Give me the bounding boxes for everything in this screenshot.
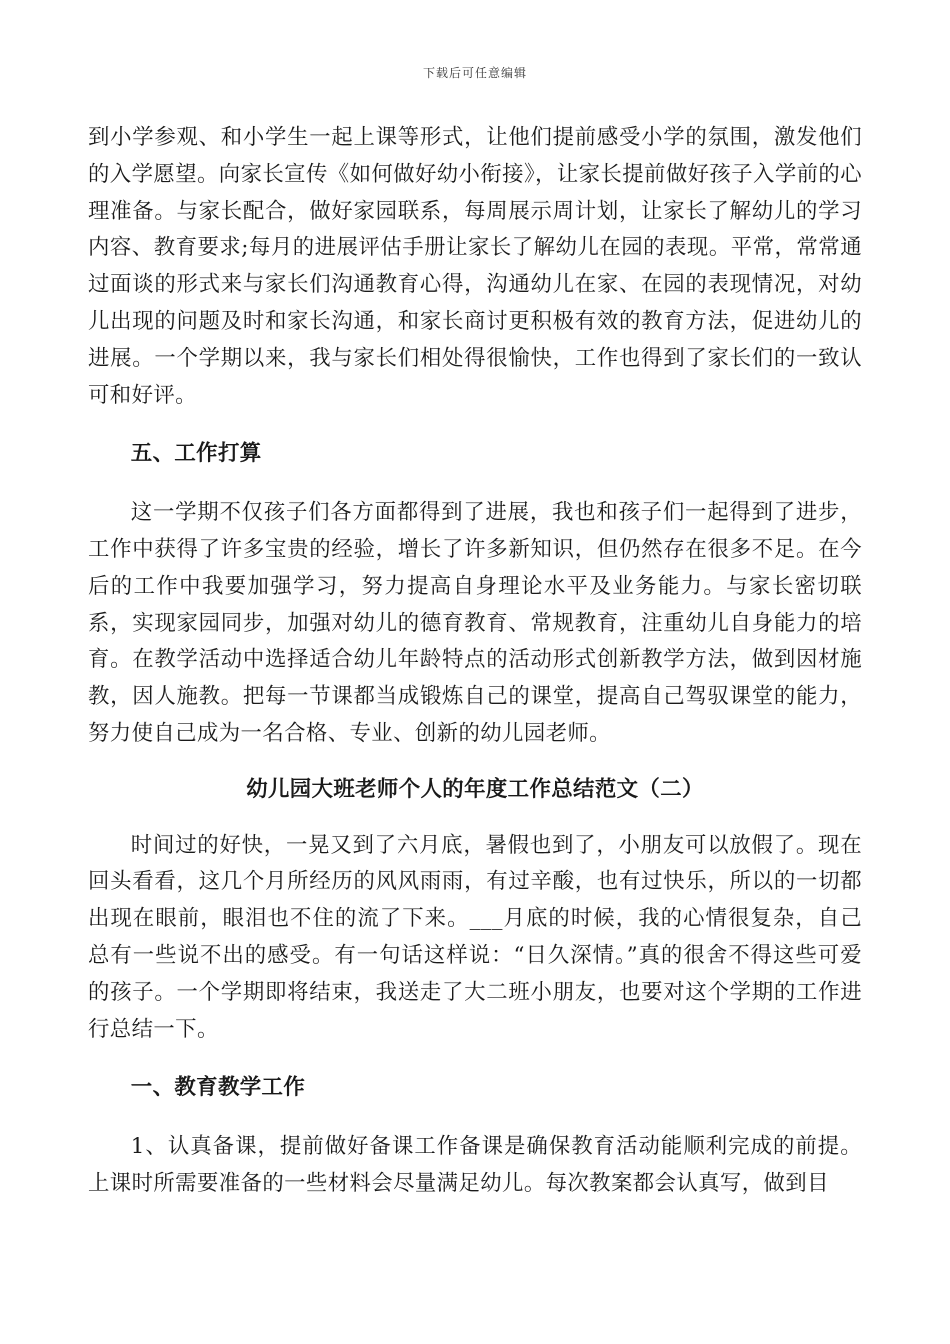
document-body [88,120,862,1203]
paragraph-work-plan: 这一学期不仅孩子们各方面都得到了进展，我也和孩子们一起得到了进步，工作中获得了许多宝贵的经验，增长了许多新知识，但仍然存在很多不足。在今后的工作中我要加强学习，努力提高自身理论水平及业务能力。与家长密切联系，实现家园同步，加强对幼儿的德育教育、常规教育，注重幼儿自身能力的培育。在教学活动中选择适合幼儿年龄特点的活动形式创新教学方法，做到因材施教，因人施教。把每一节课都当成锻炼自己的课堂，提高自己驾驭课堂的能力，努力使自己成为一名合格、专业、创新的幼儿园老师。 [88,500,862,746]
section-heading-teaching-work: 一、教育教学工作 [130,1075,306,1101]
paragraph-lesson-prep: 1、认真备课，提前做好备课工作备课是确保教育活动能顺利完成的前提。上课时所需要准备的一些材料会尽量满足幼儿。每次教案都会认真写，做到目 [88,1134,862,1196]
document-title-two: 幼儿园大班老师个人的年度工作总结范文（二） [246,776,704,802]
paragraph-parent-communication: 到小学参观、和小学生一起上课等形式，让他们提前感受小学的氛围，激发他们的入学愿望。向家长宣传《如何做好幼小衔接》，让家长提前做好孩子入学前的心理准备。与家长配合，做好家园联系，每周展示周计划，让家长了解幼儿的学习内容、教育要求;每月的进展评估手册让家长了解幼儿在园的表现。平常，常常通过面谈的形式来与家长们沟通教育心得，沟通幼儿在家、在园的表现情况，对幼儿出现的问题及时和家长沟通，和家长商讨更积极有效的教育方法，促进幼儿的进展。一个学期以来，我与家长们相处得很愉快，工作也得到了家长们的一致认可和好评。 [88,125,862,408]
page-header: 下载后可任意编辑 [422,66,527,80]
paragraph-semester-intro: 时间过的好快，一晃又到了六月底，暑假也到了，小朋友可以放假了。现在回头看看，这几个月所经历的风风雨雨，有过辛酸，也有过快乐，所以的一切都出现在眼前，眼泪也不住的流了下来。___月底的时候，我的心情很复杂，自己总有一些说不出的感受。有一句话这样说：“日久深情。”真的很舍不得这些可爱的孩子。一个学期即将结束，我送走了大二班小朋友，也要对这个学期的工作进行总结一下。 [88,832,862,1042]
section-heading-work-plan: 五、工作打算 [130,441,262,467]
